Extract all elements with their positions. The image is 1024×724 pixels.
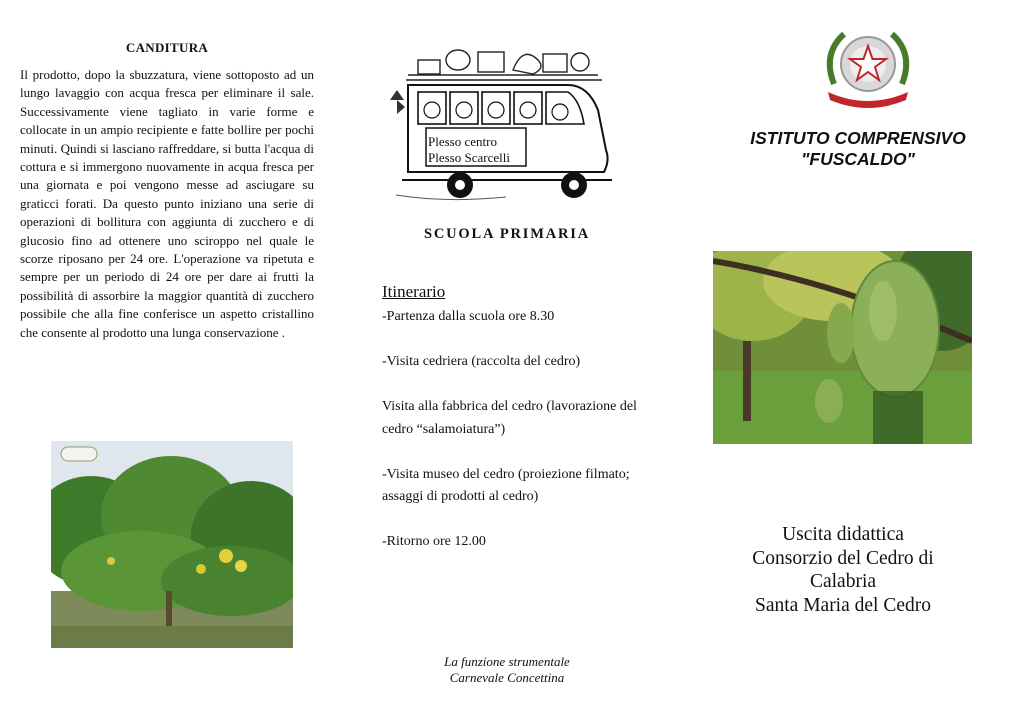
bus-drawing [388,40,620,202]
trip-line: Uscita didattica [782,524,904,545]
itinerary-heading: Itinerario [382,282,446,301]
trip-description [720,523,966,617]
trip-line: Consorzio del Cedro di [752,547,934,569]
citron-fruit-photo [713,251,972,444]
canditura-heading: CANDITURA [125,40,209,55]
italian-republic-emblem [820,24,916,110]
itinerary-list [382,306,662,576]
bus-sign [428,134,510,166]
bus-label-scarcelli: Plesso Scarcelli [428,150,510,165]
itinerary-item: -Visita museo del cedro (proiezione filmato; assaggi di prodotti al cedro) [382,466,630,504]
itinerary-item: Visita alla fabbrica del cedro (lavorazione del cedro “salamoiatura”) [382,399,637,437]
bus-label-centro: Plesso centro [428,134,497,149]
itinerary-item: -Visita cedriera (raccolta del cedro) [382,354,581,369]
emblem-icon [820,24,916,110]
canditura-text: Il prodotto, dopo la sbuzzatura, viene sottoposto ad un lungo lavaggio con acqua fresca per eliminare il sale. Successivamente viene tagliato in varie forme e collocate in un ampio recipiente e fatte bollire per pochi minuti. Quindi si lasciano raffreddare, si butta l'acqua di cottura e si immergono nuovamente in acqua fresca per una giornata e poi vengono messe ad asciugare su graticci forati. Da questo punto iniziano una serie di operazioni di bollitura con aggiunta di zucchero e di glucosio fino ad ottenere uno sciroppo nel quale le scorze riposano per 24 ore. L'operazione va ripetuta e sempre per un periodo di 24 ore per dare ai frutti la possibilità di assorbire la maggior quantità di zucchero possibile che alla fine conferisce un aspetto cristallino che consente al prodotto una lunga conservazione . [20,67,314,340]
footer-role: La funzione strumentale [444,654,570,669]
itinerary-item: -Ritorno ore 12.00 [382,534,486,549]
itinerary-item: -Partenza dalla scuola ore 8.30 [382,309,555,324]
institute-line: "FUSCALDO" [801,149,915,169]
school-bus-illustration [388,40,620,202]
footer-name: Carnevale Concettina [449,669,565,685]
institute-line: ISTITUTO COMPRENSIVO [750,128,966,148]
trip-line: Calabria [809,571,877,592]
institute-name [728,128,988,170]
citron-fruit-illustration [713,251,972,444]
citron-tree-photo [51,441,293,648]
trip-line: Santa Maria del Cedro [755,594,931,616]
footer-signature [380,654,634,685]
citron-tree-illustration [51,441,293,648]
school-title: SCUOLA PRIMARIA [424,226,590,242]
